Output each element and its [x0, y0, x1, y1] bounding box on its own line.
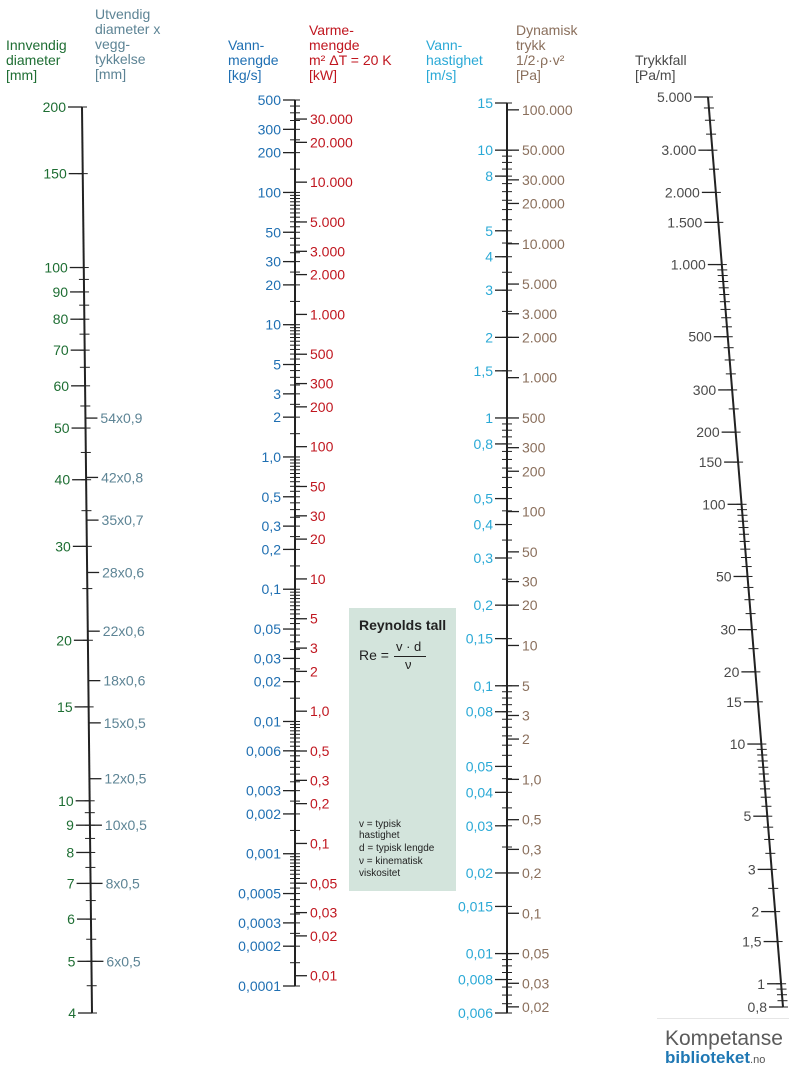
scale-label-outer_diameter: 28x0,6	[102, 564, 145, 581]
header-dynamic-pressure	[516, 23, 577, 83]
header-outer-diameter-line: [mm]	[95, 66, 127, 82]
scale-label-pressure_drop: 50	[715, 568, 732, 585]
scale-label-heat: 2	[310, 663, 318, 680]
scale-label-outer_diameter: 8x0,5	[105, 875, 140, 892]
scale-label-inner_diameter: 9	[66, 817, 74, 834]
scale-label-dynamic_pressure: 0,2	[522, 864, 542, 881]
reynolds-note-line: hastighet	[359, 830, 400, 841]
scale-label-heat: 0,5	[310, 743, 330, 760]
header-outer-diameter-line: Utvendig	[95, 6, 151, 22]
scale-label-heat: 30	[310, 507, 326, 524]
reynolds-note-line: v = typisk	[359, 819, 401, 830]
scale-label-water_flow: 0,001	[245, 845, 281, 862]
scale-label-water_flow: 5	[273, 356, 281, 373]
reynolds-note-line: viskositet	[359, 868, 401, 879]
scale-label-pressure_drop: 2.000	[664, 184, 700, 201]
scale-label-pressure_drop: 10	[729, 736, 746, 753]
scale-label-velocity: 0,006	[457, 1005, 493, 1021]
scale-label-inner_diameter: 7	[66, 875, 75, 892]
scale-label-water_flow: 300	[257, 121, 281, 138]
scale-label-water_flow: 0,3	[261, 518, 281, 535]
scale-label-velocity: 0,3	[473, 550, 493, 566]
scale-label-heat: 1.000	[310, 306, 346, 323]
scale-label-pressure_drop: 30	[720, 621, 736, 638]
scale-label-water_flow: 0,5	[261, 488, 281, 505]
scale-label-water_flow: 0,01	[253, 713, 281, 730]
scale-label-dynamic_pressure: 3	[522, 707, 530, 724]
scale-label-velocity: 0,2	[473, 597, 493, 614]
scale-label-inner_diameter: 8	[66, 844, 75, 861]
scale-label-dynamic_pressure: 2	[522, 731, 530, 748]
scale-label-dynamic_pressure: 30	[522, 573, 538, 590]
scale-label-outer_diameter: 18x0,6	[103, 672, 146, 689]
scale-label-pressure_drop: 15	[726, 693, 742, 710]
scale-label-dynamic_pressure: 100.000	[522, 101, 573, 118]
header-outer-diameter-line: diameter x	[95, 21, 161, 37]
scale-label-water_flow: 100	[257, 184, 281, 201]
scale-label-heat: 0,3	[310, 772, 330, 789]
scale-label-heat: 0,01	[310, 967, 338, 984]
scale-label-velocity: 0,04	[465, 784, 493, 801]
scale-label-heat: 5	[310, 610, 318, 627]
scale-label-inner_diameter: 6	[67, 911, 75, 928]
scale-label-pressure_drop: 5.000	[656, 89, 692, 105]
reynolds-title: Reynolds tall	[359, 617, 447, 633]
scale-label-water_flow: 2	[273, 409, 281, 426]
scale-label-pressure_drop: 3	[747, 861, 756, 878]
scale-label-velocity: 1	[485, 409, 493, 426]
scale-label-velocity: 3	[485, 282, 493, 299]
scale-label-water_flow: 3	[273, 385, 281, 402]
scale-label-velocity: 0,05	[465, 758, 493, 775]
scale-label-inner_diameter: 15	[57, 698, 73, 715]
scale-label-pressure_drop: 1	[757, 975, 766, 992]
scale-label-water_flow: 200	[257, 144, 281, 161]
scale-label-water_flow: 0,003	[245, 782, 281, 799]
scale-label-water_flow: 0,0005	[238, 885, 281, 902]
scale-label-velocity: 0,03	[465, 817, 493, 834]
header-heat	[309, 23, 392, 83]
scale-label-velocity: 4	[485, 248, 493, 265]
scale-label-heat: 300	[310, 375, 334, 392]
header-heat-line: [kW]	[309, 67, 337, 83]
scale-label-inner_diameter: 100	[44, 259, 68, 276]
header-outer-diameter-line: tykkelse	[95, 51, 146, 67]
scale-label-velocity: 15	[477, 95, 493, 111]
scale-label-outer_diameter: 54x0,9	[100, 410, 143, 427]
header-pressure-drop-line: [Pa/m]	[635, 67, 676, 83]
scale-label-inner_diameter: 150	[43, 165, 67, 182]
scale-label-inner_diameter: 70	[53, 342, 69, 359]
scale-label-dynamic_pressure: 1,0	[522, 771, 542, 788]
scale-label-water_flow: 0,002	[245, 805, 281, 822]
reynolds-box	[349, 608, 456, 891]
scale-label-dynamic_pressure: 3.000	[522, 305, 558, 322]
scale-label-dynamic_pressure: 0,1	[522, 905, 542, 922]
scale-label-water_flow: 1,0	[261, 448, 281, 465]
scale-label-water_flow: 20	[265, 276, 281, 293]
scale-label-pressure_drop: 300	[692, 381, 717, 398]
scale-label-dynamic_pressure: 500	[522, 409, 546, 426]
scale-label-inner_diameter: 5	[67, 953, 76, 970]
header-outer-diameter	[95, 7, 160, 82]
brand-suffix: .no	[750, 1054, 766, 1066]
scale-label-velocity: 8	[485, 168, 493, 185]
scale-label-pressure_drop: 5	[743, 808, 752, 825]
header-heat-line: m² ΔT = 20 K	[309, 52, 392, 68]
scale-label-velocity: 5	[485, 222, 493, 239]
scale-label-dynamic_pressure: 50.000	[522, 142, 565, 159]
header-inner-diameter-line: Innvendig	[6, 37, 67, 53]
header-water-flow-line: mengde	[228, 52, 279, 68]
scale-label-pressure_drop: 1,5	[742, 933, 762, 950]
scale-label-inner_diameter: 90	[52, 283, 69, 300]
scale-label-water_flow: 30	[265, 253, 281, 270]
scale-label-dynamic_pressure: 0,3	[522, 841, 542, 858]
header-water-flow-line: [kg/s]	[228, 67, 262, 83]
scale-label-pressure_drop: 100	[702, 496, 726, 513]
scale-label-inner_diameter: 4	[68, 1005, 76, 1021]
scale-label-velocity: 0,1	[473, 677, 493, 694]
header-velocity-line: hastighet	[426, 52, 483, 68]
scale-label-pressure_drop: 500	[688, 328, 712, 345]
brand-line2	[665, 1048, 765, 1068]
scale-label-heat: 0,03	[310, 904, 338, 921]
header-dynamic-pressure-line: [Pa]	[516, 67, 541, 83]
scale-label-heat: 0,1	[310, 835, 330, 852]
header-velocity-line: Vann-	[426, 37, 463, 53]
scale-label-pressure_drop: 1.500	[667, 214, 703, 231]
scale-label-heat: 0,05	[310, 875, 338, 892]
scale-label-heat: 100	[310, 438, 334, 455]
header-pressure-drop	[635, 53, 687, 83]
scale-label-outer_diameter: 22x0,6	[102, 623, 145, 640]
scale-label-water_flow: 500	[257, 92, 281, 108]
scale-label-velocity: 2	[485, 329, 493, 346]
scale-label-inner_diameter: 30	[55, 538, 71, 555]
scale-label-heat: 200	[310, 398, 334, 415]
header-inner-diameter-line: [mm]	[6, 67, 38, 83]
scale-label-heat: 500	[310, 346, 334, 363]
scale-label-water_flow: 0,03	[253, 650, 281, 667]
scale-label-dynamic_pressure: 100	[522, 503, 546, 520]
scale-label-velocity: 10	[477, 142, 493, 159]
scale-label-dynamic_pressure: 0,03	[522, 975, 550, 992]
scale-label-pressure_drop: 1.000	[670, 256, 706, 273]
scale-axis-inner_diameter	[82, 107, 92, 1013]
scale-label-dynamic_pressure: 2.000	[522, 329, 558, 346]
scale-label-velocity: 1,5	[473, 362, 493, 379]
scale-label-outer_diameter: 15x0,5	[103, 714, 146, 731]
scale-label-heat: 1,0	[310, 703, 330, 720]
reynolds-formula-lhs: Re =	[359, 647, 389, 663]
scale-axis-pressure_drop	[708, 97, 783, 1007]
header-dynamic-pressure-line: 1/2·ρ·v²	[516, 52, 565, 68]
scale-label-velocity: 0,008	[457, 971, 493, 988]
scale-label-water_flow: 0,1	[261, 581, 281, 598]
scale-label-dynamic_pressure: 20	[522, 597, 538, 614]
scale-label-heat: 10	[310, 570, 326, 587]
scale-label-heat: 20	[310, 531, 326, 548]
scale-label-outer_diameter: 42x0,8	[101, 469, 144, 486]
scale-label-dynamic_pressure: 20.000	[522, 195, 565, 212]
scale-label-inner_diameter: 80	[52, 311, 69, 328]
scale-label-dynamic_pressure: 10	[522, 637, 538, 654]
header-pressure-drop-line: Trykkfall	[635, 52, 687, 68]
scale-label-water_flow: 0,0003	[238, 914, 281, 931]
header-velocity-line: [m/s]	[426, 67, 457, 83]
scale-label-dynamic_pressure: 300	[522, 439, 546, 456]
scale-label-heat: 50	[310, 478, 326, 495]
header-inner-diameter	[6, 38, 67, 83]
header-heat-line: Varme-	[309, 22, 354, 38]
scale-label-dynamic_pressure: 5.000	[522, 276, 558, 293]
scale-label-outer_diameter: 35x0,7	[101, 512, 144, 529]
scale-label-water_flow: 0,006	[245, 742, 281, 759]
scale-label-heat: 3.000	[310, 243, 346, 260]
scale-label-dynamic_pressure: 10.000	[522, 235, 565, 252]
scale-label-dynamic_pressure: 50	[522, 543, 538, 560]
scale-label-water_flow: 50	[265, 224, 281, 241]
brand-line2-text: biblioteket	[665, 1048, 751, 1067]
scale-label-heat: 20.000	[310, 134, 353, 151]
scale-label-dynamic_pressure: 1.000	[522, 369, 558, 386]
scale-label-velocity: 0,8	[473, 435, 493, 452]
scale-label-water_flow: 0,02	[253, 673, 281, 690]
scale-label-dynamic_pressure: 0,5	[522, 811, 542, 828]
scale-label-water_flow: 0,0001	[238, 978, 281, 994]
scale-label-pressure_drop: 0,8	[747, 999, 767, 1015]
scale-label-pressure_drop: 200	[696, 424, 720, 441]
scale-label-inner_diameter: 40	[54, 471, 71, 488]
scale-label-heat: 0,2	[310, 795, 330, 812]
scale-label-dynamic_pressure: 0,02	[522, 998, 550, 1015]
scale-label-pressure_drop: 20	[723, 663, 740, 680]
scale-label-dynamic_pressure: 5	[522, 677, 530, 694]
header-heat-line: mengde	[309, 37, 360, 53]
scale-label-velocity: 0,5	[473, 490, 493, 507]
scale-label-inner_diameter: 20	[56, 632, 72, 649]
scale-label-heat: 2.000	[310, 266, 346, 283]
scale-label-dynamic_pressure: 30.000	[522, 171, 565, 188]
scale-label-velocity: 0,015	[457, 898, 493, 915]
scale-label-heat: 10.000	[310, 174, 353, 191]
scale-label-heat: 0,02	[310, 927, 338, 944]
reynolds-note-line: ν = kinematisk	[359, 856, 423, 867]
header-inner-diameter-line: diameter	[6, 52, 61, 68]
scale-label-outer_diameter: 10x0,5	[104, 817, 147, 834]
scale-label-inner_diameter: 50	[53, 420, 70, 437]
scale-label-heat: 30.000	[310, 111, 353, 128]
scale-label-pressure_drop: 2	[751, 903, 760, 920]
scale-label-inner_diameter: 60	[53, 377, 70, 394]
scale-label-outer_diameter: 6x0,5	[106, 953, 141, 970]
reynolds-formula-numerator: v · d	[396, 639, 422, 654]
header-outer-diameter-line: vegg-	[95, 36, 131, 52]
scale-label-velocity: 0,02	[465, 864, 493, 881]
scale-label-dynamic_pressure: 0,05	[522, 945, 550, 962]
header-dynamic-pressure-line: trykk	[516, 37, 546, 53]
reynolds-note-line: d = typisk lengde	[359, 843, 435, 854]
scale-label-water_flow: 0,2	[261, 541, 281, 558]
brand-line1: Kompetanse	[665, 1027, 783, 1050]
header-velocity	[426, 38, 483, 83]
scale-label-outer_diameter: 12x0,5	[104, 770, 147, 787]
scale-label-velocity: 0,4	[473, 516, 493, 533]
scale-label-water_flow: 0,05	[253, 621, 281, 638]
scale-label-pressure_drop: 150	[698, 454, 723, 471]
scale-label-velocity: 0,08	[465, 703, 493, 720]
scale-label-velocity: 0,15	[465, 630, 493, 647]
scale-label-water_flow: 0,0002	[238, 938, 281, 955]
reynolds-formula-denominator: ν	[405, 657, 412, 672]
scale-label-heat: 3	[310, 640, 318, 657]
scale-label-velocity: 0,01	[465, 945, 493, 962]
scale-label-heat: 5.000	[310, 213, 346, 230]
header-dynamic-pressure-line: Dynamisk	[516, 22, 578, 38]
brand-logo	[657, 1018, 789, 1067]
scale-label-dynamic_pressure: 200	[522, 463, 546, 480]
scale-label-inner_diameter: 200	[42, 99, 66, 115]
scale-label-water_flow: 10	[265, 316, 281, 333]
scale-label-inner_diameter: 10	[58, 792, 74, 809]
scale-label-pressure_drop: 3.000	[661, 142, 697, 159]
header-water-flow-line: Vann-	[228, 37, 265, 53]
header-water-flow	[228, 38, 279, 83]
